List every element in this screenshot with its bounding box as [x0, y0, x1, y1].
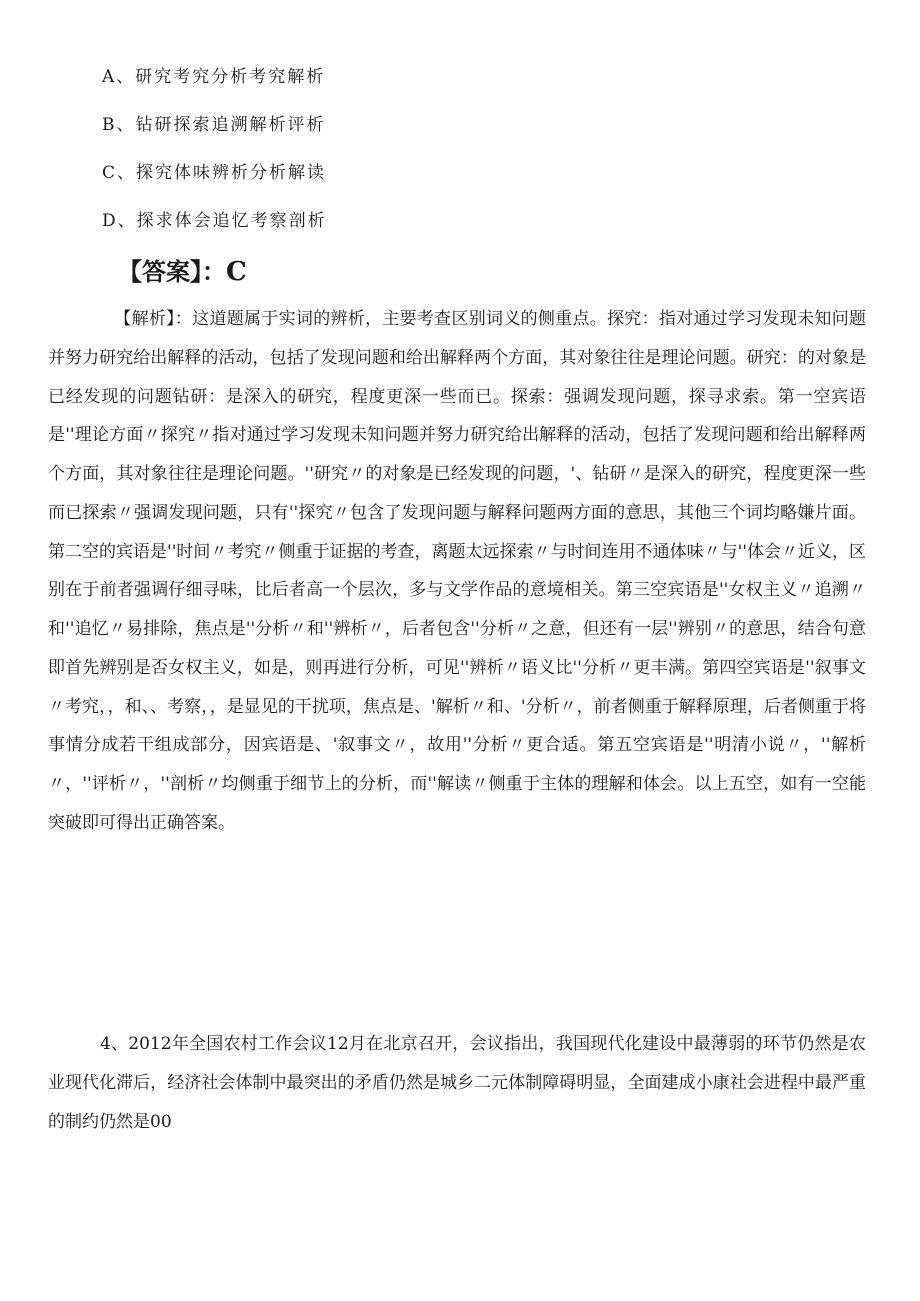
answer-line: [118, 252, 247, 287]
explanation-label: 【解析】: [114, 309, 175, 329]
answer-value: C: [226, 257, 247, 287]
answer-label: 【答案】：: [118, 258, 226, 286]
option-d: D、探求体会追忆考察剖析: [102, 211, 327, 231]
explanation-text: ：这道题属于实词的辨析，主要考查区别词义的侧重点。探究：指对通过学习发现未知问题并努力研究给出解释的活动，包括了发现问题和给出解释两个方面，其对象往往是理论问题。研究：的对象是已经发现的问题钻研：是深入的研究，程度更深一些而已。探索：强调发现问题，探寻求索。第一空宾语是''理论方面〃探究〃指对通过学习发现未知问题并努力研究给出解释的活动，包括了发现问题和给出解释两个方面，其对象往往是理论问题。''研究〃的对象是已经发现的问题，'、钻研〃是深入的研究，程度更深一些而已探索〃强调发现问题，只有''探究〃包含了发现问题与解释问题两方面的意思，其他三个词均略嫌片面。第二空的宾语是''时间〃考究〃侧重于证据的考查，离题太远探索〃与时间连用不通体味〃与''体会〃近义，区别在于前者强调仔细寻味，比后者高一个层次，多与文学作品的意境相关。第三空宾语是''女权主义〃追溯〃和''追忆〃易排除，焦点是''分析〃和''辨析〃，后者包含''分析〃之意，但还有一层''辨别〃的意思，结合句意即首先辨别是否女权主义，如是，则再进行分析，可见''辨析〃语义比''分析〃更丰满。第四空宾语是''叙事文〃考究，，和、、考察，，是显见的干扰项，焦点是、'解析〃和、'分析〃，前者侧重于解释原理，后者侧重于将事情分成若干组成部分，因宾语是、'叙事文〃，故用''分析〃更合适。第五空宾语是''明清小说〃，''解析〃，''评析〃，''剖析〃均侧重于细节上的分析，而''解读〃侧重于主体的理解和体会。以上五空，如有一空能突破即可得出正确答案。: [48, 309, 866, 833]
question-4-text: 4、2012年全国农村工作会议12月在北京召开，会议指出，我国现代化建设中最薄弱的环节仍然是农业现代化滞后，经济社会体制中最突出的矛盾仍然是城乡二元体制障碍明显，全面建成小康社会进程中最严重的制约仍然是00: [48, 1034, 866, 1132]
option-a: A、研究考究分析考究解析: [102, 67, 326, 87]
option-c: C、探究体味辨析分析解读: [102, 163, 327, 183]
explanation-paragraph: [48, 300, 866, 1000]
option-b: B、钻研探索追溯解析评析: [102, 115, 326, 135]
question-4-paragraph: [48, 1025, 866, 1145]
